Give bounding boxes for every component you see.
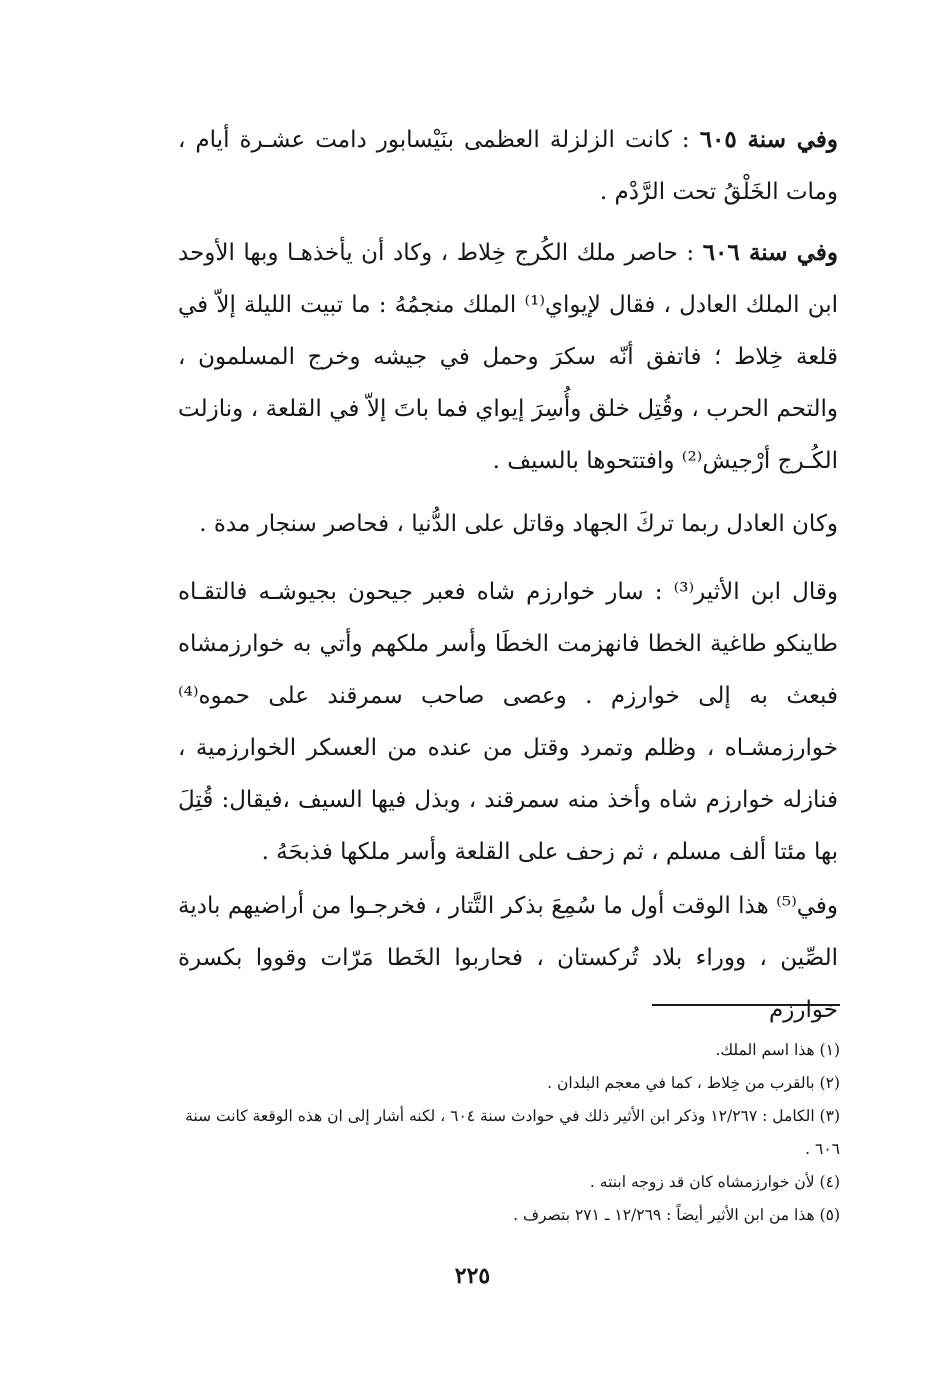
paragraph-text: وقال ابن الأثير⁽³⁾ : سار خوارزم شاه فعبر جيحون بجيوشـه فالتقـاه طاينكو طاغية الخطا فانهزمت الخطَا وأسر ملكهم وأتي به خوارزمشاه فبعث به إلى خوارزم . وعصى صاحب سمرقند على حموه⁽⁴⁾ خوارزمشـاه ، وظلم وتمرد وقتل من عنده من العسكر الخوارزمية ، فنازله خوارزم شاه وأخذ منه سمرقند ، وبذل فيها السيف ،فيقال: قُتِلَ بها مئتا ألف مسلم ، ثم زحف على القلعة وأسر ملكها فذبحَهُ . [178,579,838,865]
paragraph-ibn-athir [178,566,838,878]
page-number: ٢٢٥ [454,1263,491,1289]
footnote-divider [652,1004,840,1006]
footnote-3: (٣) الكامل : ١٢/٢٦٧ وذكر ابن الأثير ذلك في حوادث سنة ٦٠٤ ، لكنه أشار إلى ان هذه الوقعة كانت سنة ٦٠٦ . [185,1107,840,1158]
footnote-2: (٢) بالقرب من خِلاط ، كما في معجم البلدان . [547,1074,840,1092]
paragraph-text: : حاصر ملك الكُرج خِلاط ، وكاد أن يأخذهـا وبها الأوحد ابن الملك العادل ، فقال لإيواي⁽¹⁾ الملك منجمُهُ : ما تبيت الليلة إلاّ في قلعة خِلاط ؛ فاتفق أنّه سكرَ وحمل في جيشه وخرج المسلمون ، والتحم الحرب ، وقُتِل خلق وأُسِرَ إيواي فما باتَ إلاّ في القلعة ، ونازلت الكُـرج أرْجيش⁽²⁾ وافتتحوها بالسيف . [178,240,838,474]
paragraph-lead: وفي سنة ٦٠٦ [702,239,838,266]
paragraph-adil [178,498,838,550]
footnote-1: (١) هذا اسم الملك. [715,1041,840,1059]
paragraph-text: : كانت الزلزلة العظمى بنَيْسابور دامت عشـرة أيام ، ومات الخَلْقُ تحت الرَّدْم . [178,127,838,205]
paragraph-text: وفي⁽⁵⁾ هذا الوقت أول ما سُمِعَ بذكر التَّتار ، فخرجـوا من أراضيهم بادية الصِّين ، ووراء بلاد تُركستان ، فحاربوا الخَطا مَرّات وقووا بكسرة خوارزم [178,893,838,1023]
paragraph-year-605 [178,114,838,218]
footnote-5: (٥) هذا من ابن الأثير أيضاً : ١٢/٢٦٩ ـ ٢٧١ بتصرف . [513,1206,840,1224]
paragraph-lead: وفي سنة ٦٠٥ [699,126,838,153]
footnote-4: (٤) لأن خوارزمشاه كان قد زوجه ابنته . [589,1173,840,1191]
footnotes [160,1034,840,1232]
paragraph-text: وكان العادل ربما تركَ الجهاد وقاتل على الدُّنيا ، فحاصر سنجار مدة . [199,511,838,537]
paragraph-year-606 [178,227,838,487]
paragraph-tatars [178,880,838,1036]
